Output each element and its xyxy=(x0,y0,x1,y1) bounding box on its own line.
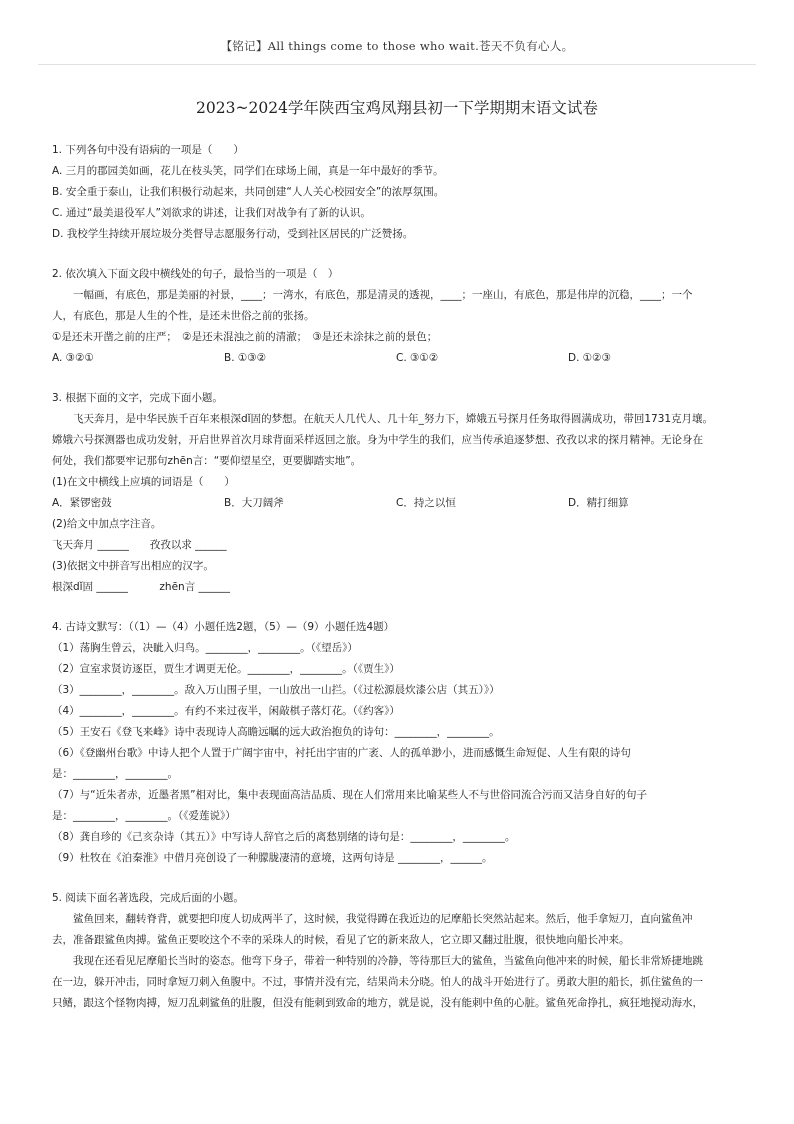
question-2-option-d: D. ①②③ xyxy=(568,352,611,364)
question-5-para-2-line-3: 只鳍，跟这个怪物肉搏，短刀乱刺鲨鱼的肚腹，但没有能刺到致命的地方，就是说，没有能刺中鱼的心脏。鲨鱼死命挣扎，疯狂地搅动海水， xyxy=(52,997,703,1009)
question-3-sub3-blanks: 根深dǐ固 ______ zhēn言 ______ xyxy=(52,581,231,593)
header-divider xyxy=(38,64,756,65)
question-3-stem: 3. 根据下面的文字，完成下面小题。 xyxy=(52,392,223,404)
question-2 xyxy=(52,264,752,369)
question-3-sub1-options xyxy=(52,493,752,514)
exam-title: 2023~2024学年陕西宝鸡凤翔县初一下学期期末语文试卷 xyxy=(196,99,598,117)
question-5-para-2-line-1: 我现在还看见尼摩船长当时的姿态。他弯下身子，带着一种特别的冷静，等待那巨大的鲨鱼，当鲨鱼向他冲来的时候，船长非常矫捷地跳 xyxy=(73,955,703,967)
question-5-para-1-line-1: 鲨鱼回来，翻转脊背，就要把印度人切成两半了，这时候，我觉得蹲在我近边的尼摩船长突然站起来。然后，他手拿短刀，直向鲨鱼冲 xyxy=(73,913,693,925)
question-3-sub1-option-c: C．持之以恒 xyxy=(396,497,456,509)
question-3-sub2-stem: (2)给文中加点字注音。 xyxy=(52,518,162,530)
question-4-item-6: （6）《登幽州台歌》中诗人把个人置于广阔宇宙中，衬托出宇宙的广袤、人的孤单渺小，进而感慨生命短促、人生有限的诗句 xyxy=(52,747,631,759)
question-2-stem: 2. 依次填入下面文段中横线处的句子，最恰当的一项是（ ） xyxy=(52,268,339,280)
question-2-option-a: A. ③②① xyxy=(52,352,94,364)
exam-content xyxy=(52,140,752,1014)
question-1-option-b: B. 安全重于泰山，让我们积极行动起来，共同创建“人人关心校园安全”的浓厚氛围。 xyxy=(52,186,445,198)
question-4-stem: 4. 古诗文默写：（（1）—（4）小题任选2题，（5）—（9）小题任选4题） xyxy=(52,621,395,633)
question-3-sub1-option-b: B．大刀阔斧 xyxy=(224,497,284,509)
question-5-para-2-line-2: 在一边，躲开冲击，同时拿短刀刺入鱼腹中。不过，事情并没有完，结果尚未分晓。怕人的战斗开始进行了。勇敢大胆的船长，抓住鲨鱼的一 xyxy=(52,976,703,988)
question-1 xyxy=(52,140,752,245)
question-3-sub2-blanks: 飞天奔月 ______ 孜孜以求 ______ xyxy=(52,539,227,551)
question-5 xyxy=(52,888,752,1014)
question-4-item-3: （3）________，________。敌入万山围子里，一山放出一山拦。（《过松源晨炊漆公店（其五）》） xyxy=(52,684,500,696)
question-5-para-1-line-2: 去，准备跟鲨鱼肉搏。鲨鱼正要咬这个不幸的采珠人的时候，看见了它的新来敌人，它立即又翻过肚腹，很快地向船长冲来。 xyxy=(52,934,630,946)
question-1-option-a: A. 三月的郡园美如画，花儿在枝头笑，同学们在球场上闹，真是一年中最好的季节。 xyxy=(52,165,444,177)
question-4-item-5: （5）王安石《登飞来峰》诗中表现诗人高瞻远瞩的远大政治抱负的诗句：________，________。 xyxy=(52,726,500,738)
question-3-sub1-option-d: D．精打细算 xyxy=(568,497,629,509)
question-2-option-b: B. ①③② xyxy=(224,352,267,364)
question-4-item-4: （4）________，________。有约不来过夜半，闲敲棋子落灯花。（《约客》） xyxy=(52,705,400,717)
question-2-option-c: C. ③①② xyxy=(396,352,439,364)
question-4-item-7: （7）与“近朱者赤，近墨者黑”相对比，集中表现面高洁品质、现在人们常用来比喻某些人不与世俗同流合污而又洁身自好的句子 xyxy=(52,789,648,801)
question-4-item-9: （9）杜牧在《泊秦淮》中借月亮创设了一种朦胧凄清的意境，这两句诗是 ________，______。 xyxy=(52,852,493,864)
question-1-stem: 1. 下列各句中没有语病的一项是（ ） xyxy=(52,144,244,156)
question-3 xyxy=(52,388,752,598)
question-3-sub1-stem: (1)在文中横线上应填的词语是（ ） xyxy=(52,476,235,488)
question-4-item-6-answer: 是：________，________。 xyxy=(52,768,178,780)
question-3-passage-line-2: 嫦娥六号探测器也成功发射，开启世界首次月球背面采样返回之旅。身为中学生的我们，应当传承追逐梦想、孜孜以求的探月精神。无论身在 xyxy=(52,434,703,446)
page-header-motto: 【铭记】All things come to those who wait.苍天不负有心人。 xyxy=(220,39,574,53)
question-1-option-c: C. 通过“最美退役军人”刘欲求的讲述，让我们对战争有了新的认识。 xyxy=(52,207,371,219)
question-2-passage-line-2: 人，有底色，那是人生的个性，是还未世俗之前的张扬。 xyxy=(52,310,315,322)
question-5-stem: 5. 阅读下面名著选段，完成后面的小题。 xyxy=(52,892,244,904)
question-3-sub3-stem: (3)依据文中拼音写出相应的汉字。 xyxy=(52,560,214,572)
question-4-item-1: （1）荡胸生曾云，决眦入归鸟。________，________。（《望岳》） xyxy=(52,642,358,654)
question-2-options xyxy=(52,348,752,369)
question-4-item-2: （2）宣室求贤访逐臣，贾生才调更无伦。________，________。（《贾生》） xyxy=(52,663,400,675)
question-3-passage-line-1: 飞天奔月，是中华民族千百年来根深dǐ固的梦想。在航天人几代人、几十年_努力下，嫦娥五号探月任务取得圆满成功，带回1731克月壤。 xyxy=(73,413,714,425)
question-2-passage-line-1: 一幅画，有底色，那是美丽的衬景，____；一湾水，有底色，那是清灵的透视，____；一座山，有底色，那是伟岸的沉稳，____；一个 xyxy=(73,289,693,301)
question-3-passage-line-3: 何处，我们都要牢记那句zhēn言：“要仰望星空，更要脚踏实地”。 xyxy=(52,455,362,467)
question-4 xyxy=(52,617,752,869)
question-4-item-8: （8）龚自珍的《己亥杂诗（其五）》中写诗人辞官之后的离愁别绪的诗句是：________，________。 xyxy=(52,831,516,843)
question-2-choices: ①是还未开凿之前的庄严； ②是还未混浊之前的清澈； ③是还未涂抹之前的景色； xyxy=(52,331,438,343)
question-4-item-7-answer: 是：________，________。（《爱莲说》） xyxy=(52,810,236,822)
question-1-option-d: D. 我校学生持续开展垃圾分类督导志愿服务行动，受到社区居民的广泛赞扬。 xyxy=(52,228,414,240)
question-3-sub1-option-a: A．紧锣密鼓 xyxy=(52,497,112,509)
